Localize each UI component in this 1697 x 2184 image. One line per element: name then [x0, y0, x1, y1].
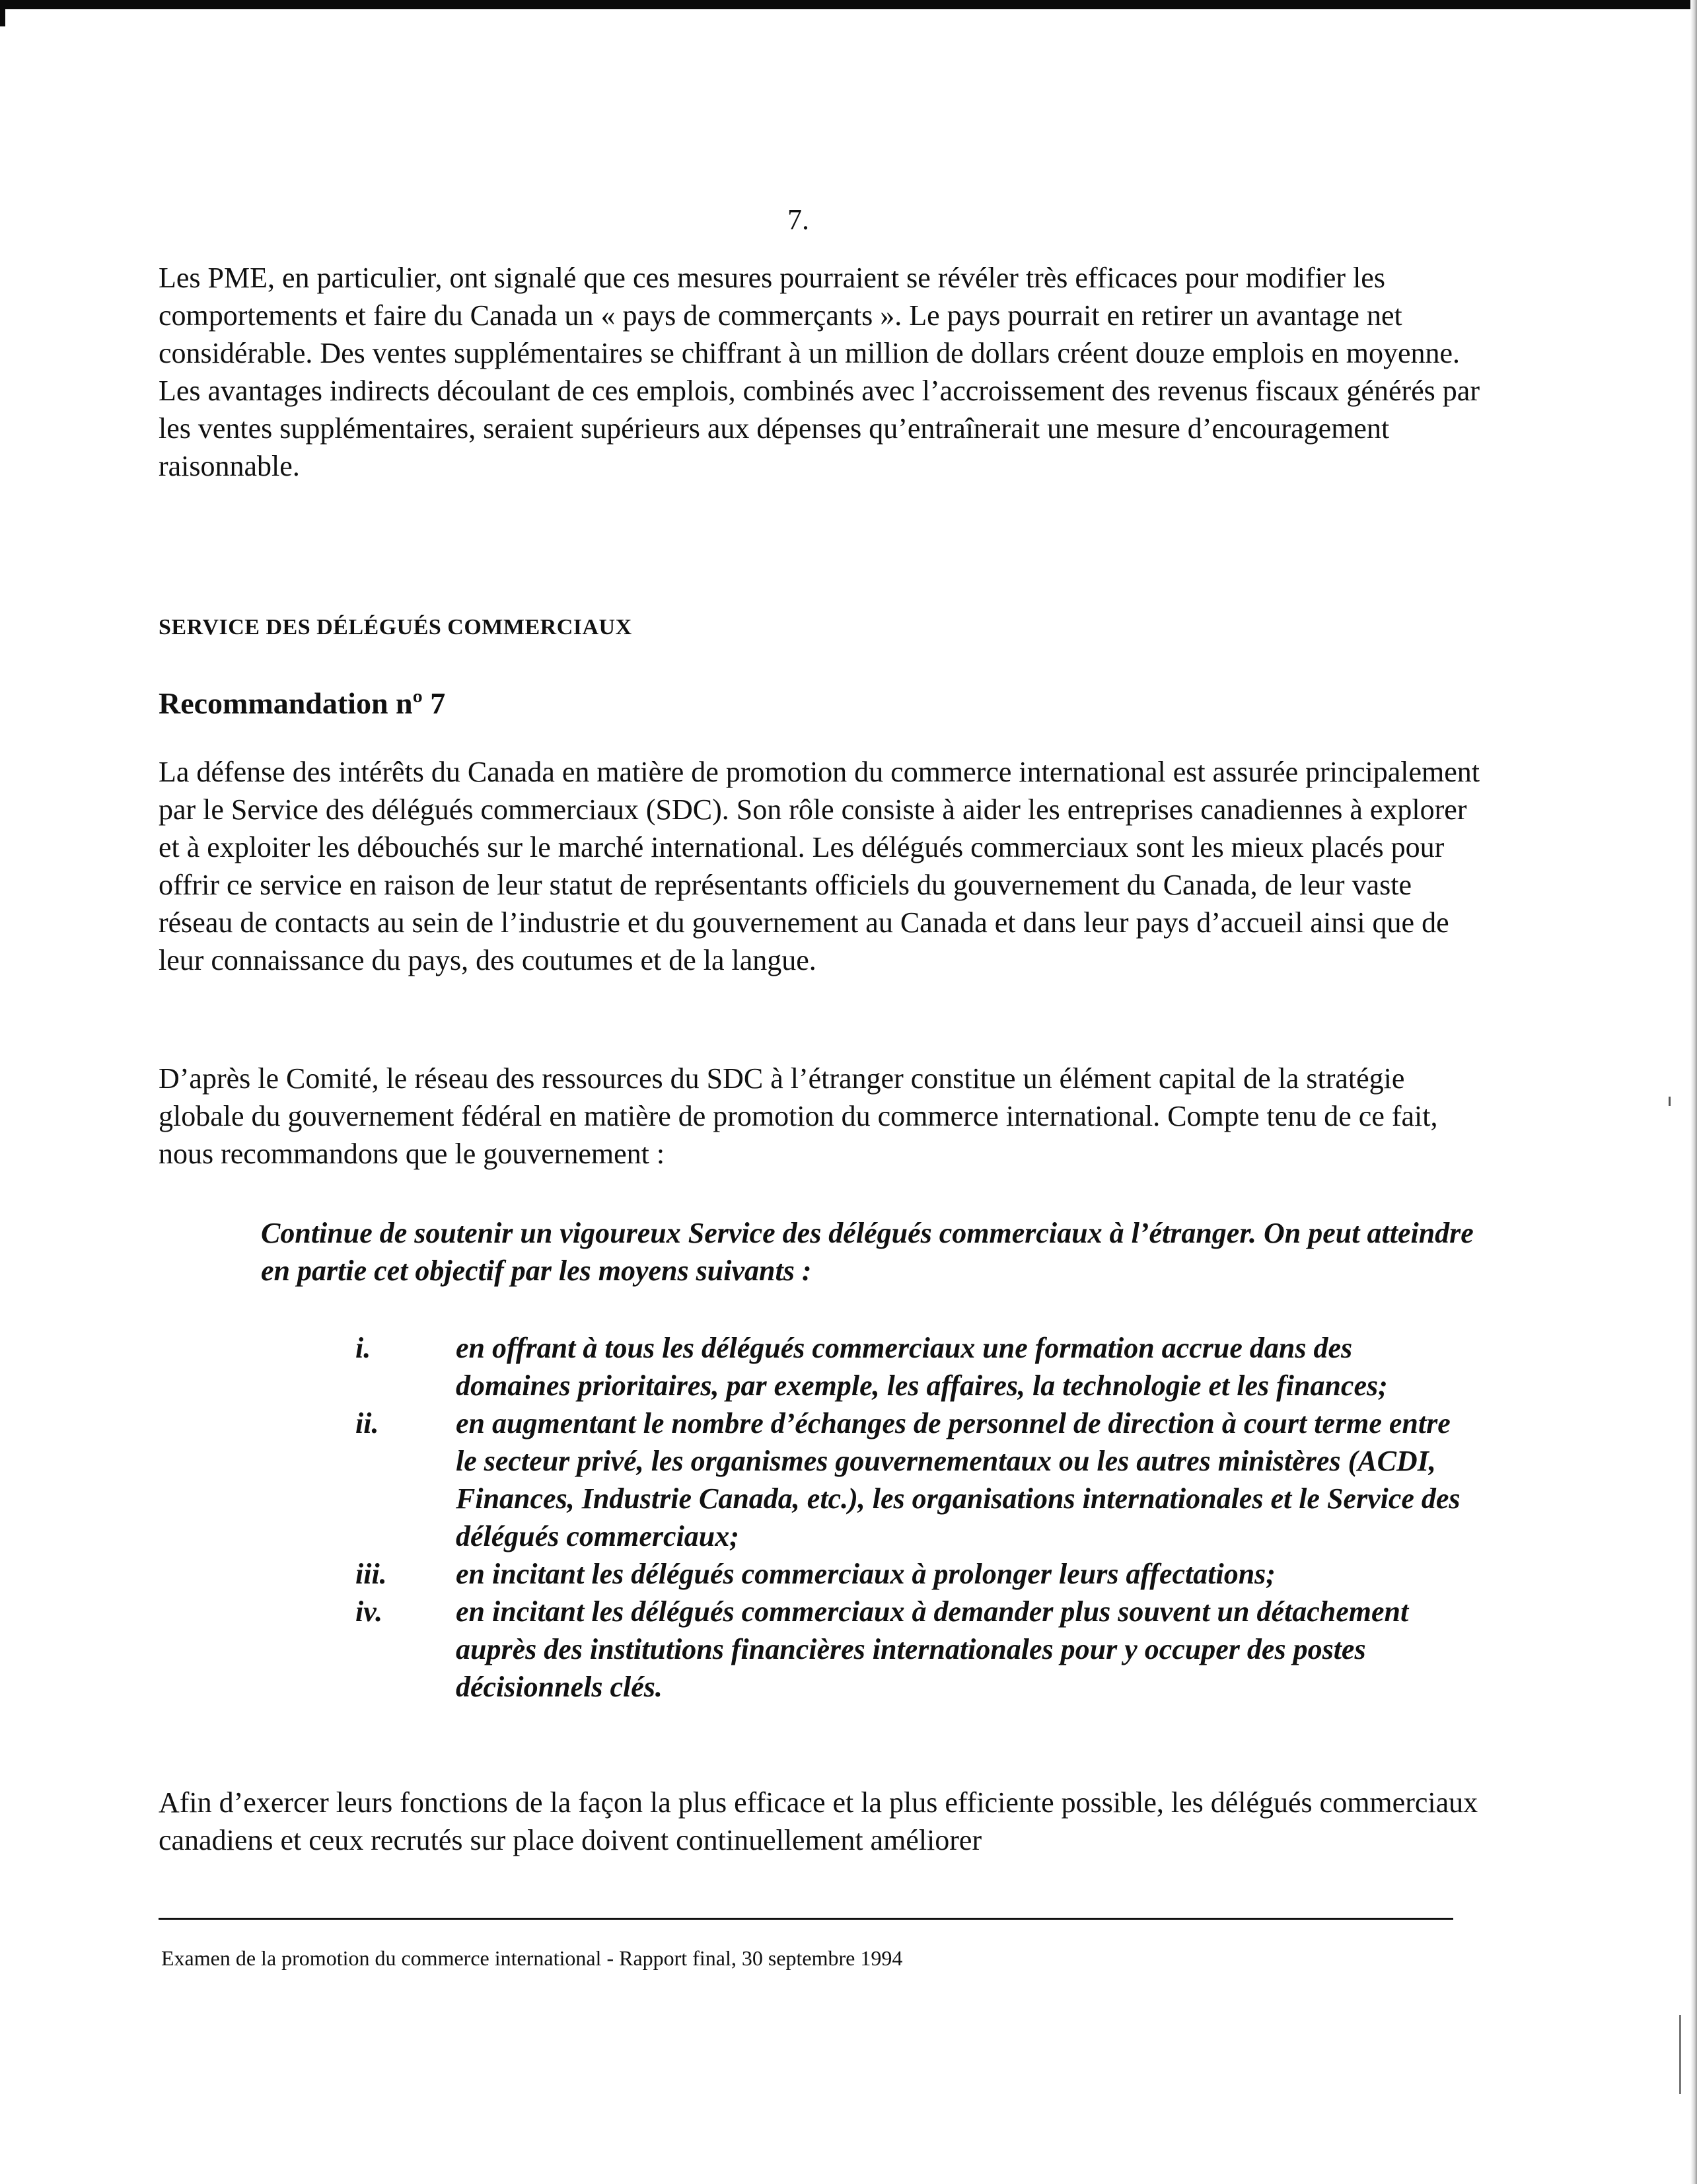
- recommendation-item: [0, 1404, 1697, 1555]
- page-number: 7.: [787, 203, 809, 236]
- recommendation-heading: Recommandation nº 7: [159, 686, 446, 720]
- item-numeral: iv.: [355, 1595, 383, 1628]
- scan-speck: [1679, 2015, 1681, 2094]
- recommendation-item: [0, 1329, 1697, 1404]
- item-text: en offrant à tous les délégués commerciaux une formation accrue dans des domaines prioritaires, par exemple, les affaires, la technologie et les finances;: [456, 1332, 1388, 1402]
- scan-top-border: [0, 0, 1697, 9]
- recommendation-item: [0, 1593, 1697, 1706]
- item-text: en incitant les délégués commerciaux à demander plus souvent un détachement auprès des institutions financières internationales pour y occuper des postes décisionnels clés.: [456, 1595, 1409, 1703]
- item-text: en augmentant le nombre d’échanges de personnel de direction à court terme entre le secteur privé, les organismes gouvernementaux ou les autres ministères (ACDI, Finances, Industrie Canada, etc.), les organisations internationales et le Service des délégués commerciaux;: [456, 1407, 1461, 1552]
- scan-speck: [1669, 1097, 1671, 1106]
- recommendation-item: [0, 1555, 1697, 1593]
- footer-divider: [159, 1918, 1453, 1920]
- recommendation-intro: Continue de soutenir un vigoureux Service des délégués commerciaux à l’étranger. On peut atteindre en partie cet objectif par les moyens suivants :: [261, 1217, 1474, 1287]
- section-heading: SERVICE DES DÉLÉGUÉS COMMERCIAUX: [159, 615, 632, 639]
- item-numeral: i.: [355, 1332, 371, 1364]
- scan-right-edge: [1690, 0, 1697, 2184]
- item-text: en incitant les délégués commerciaux à prolonger leurs affectations;: [456, 1558, 1276, 1590]
- item-numeral: iii.: [355, 1558, 387, 1590]
- paragraph-pme-benefits: Les PME, en particulier, ont signalé que ces mesures pourraient se révéler très efficaces pour modifier les comportements et faire du Canada un « pays de commerçants ». Le pays pourrait en retirer un avantage net considérable. Des ventes supplémentaires se chiffrant à un million de dollars créent douze emplois en moyenne. Les avantages indirects découlant de ces emplois, combinés avec l’accroissement des revenus fiscaux générés par les ventes supplémentaires, seraient supérieurs aux dépenses qu’entraînerait une mesure d’encouragement raisonnable.: [159, 262, 1480, 482]
- item-numeral: ii.: [355, 1407, 379, 1439]
- scan-corner-mark: [0, 7, 5, 26]
- paragraph-trade-commissioners: Afin d’exercer leurs fonctions de la façon la plus efficace et la plus efficiente possible, les délégués commerciaux canadiens et ceux recrutés sur place doivent continuellement améliorer: [159, 1786, 1478, 1856]
- paragraph-committee-view: D’après le Comité, le réseau des ressources du SDC à l’étranger constitue un élément capital de la stratégie globale du gouvernement fédéral en matière de promotion du commerce international. Compte tenu de ce fait, nous recommandons que le gouvernement :: [159, 1062, 1438, 1170]
- footer-citation: Examen de la promotion du commerce international - Rapport final, 30 septembre 1994: [161, 1946, 903, 1970]
- paragraph-sdc-role: La défense des intérêts du Canada en matière de promotion du commerce international est assurée principalement par le Service des délégués commerciaux (SDC). Son rôle consiste à aider les entreprises canadiennes à explorer et à exploiter les débouchés sur le marché international. Les délégués commerciaux sont les mieux placés pour offrir ce service en raison de leur statut de représentants officiels du gouvernement du Canada, de leur vaste réseau de contacts au sein de l’industrie et du gouvernement au Canada et dans leur pays d’accueil ainsi que de leur connaissance du pays, des coutumes et de la langue.: [159, 756, 1480, 976]
- recommendation-list: [0, 1329, 1697, 1706]
